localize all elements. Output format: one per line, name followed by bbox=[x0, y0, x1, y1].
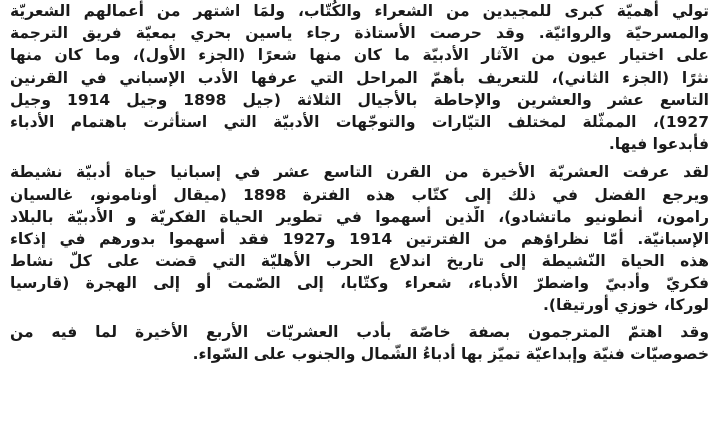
text-line: خصوصيّات فنيّة وإبداعيّة تميّز بها أدباءُ الشّمال والجنوب على السّواء. bbox=[192, 344, 709, 363]
text-line: رامون، أنطونيو ماتشادو)، الّذين أسهموا في تطوير الحياة الفكريّة و الأدبيّة بالبلاد bbox=[10, 207, 709, 226]
text-line: تولي أهميّة كبرى للمجيدين من الشعراء والكُتّاب، ولمَا اشتهر من أعمالهم الشعريّة bbox=[10, 2, 709, 20]
text-line: على اختيار عيون من الآثار الأدبيّة ما كان منها شعرًا (الجزء الأول)، وما كان منها bbox=[10, 46, 709, 65]
text-line: فكريّ وأدبيّ واضطرّ الأدباء، شعراء وكتّابا، إلى الصّمت أو إلى الهجرة (قارسيا bbox=[10, 274, 709, 293]
text-line: هذه الحياة النّشيطة إلى تاريخ اندلاع الحرب الأهليّة التي قضت على كلّ نشاط bbox=[10, 252, 709, 271]
text-line: وقد اهتمّ المترجمون بصفة خاصّة بأدب العشريّات الأربع الأخيرة لما فيه من bbox=[10, 322, 709, 341]
paragraph-conclusion bbox=[10, 321, 709, 365]
text-line: لوركا، خوزي أورتيقا). bbox=[543, 296, 709, 315]
text-line: فأبدعوا فيها. bbox=[608, 135, 709, 154]
paragraph-intro bbox=[10, 0, 709, 155]
paragraph-history bbox=[10, 161, 709, 316]
text-line: 1927)، الممثّلة لمختلف التيّارات والتوجّهات الأدبيّة التي استأثرت باهتمام الأدباء bbox=[10, 112, 709, 131]
text-line: التاسع عشر والعشرين والإحاطة بالأجيال الثلاثة (جيل 1898 وجيل 1914 وجيل bbox=[10, 90, 709, 109]
text-line: والمسرحيّة والروائيّة. وقد حرصت الأستاذة رجاء ياسين بحري بمعيّة فريق الترجمة bbox=[10, 24, 709, 43]
text-line: الإسبانيّة. أمّا نظراؤهم من الفترتين 1914 و1927 فقد أسهموا بدورهم في إذكاء bbox=[10, 229, 709, 248]
text-line: لقد عرفت العشريّة الأخيرة من القرن التاسع عشر في إسبانيا حياة أدبيّة نشيطة bbox=[10, 163, 709, 182]
text-line: ويرجع الفضل في ذلك إلى كتّاب هذه الفترة 1898 (ميقال أونامونو، غالسيان bbox=[10, 185, 709, 204]
text-line: نثرًا (الجزء الثاني)، للتعريف بأهمّ المراحل التي عرفها الأدب الإسباني في القرنين bbox=[10, 68, 709, 87]
